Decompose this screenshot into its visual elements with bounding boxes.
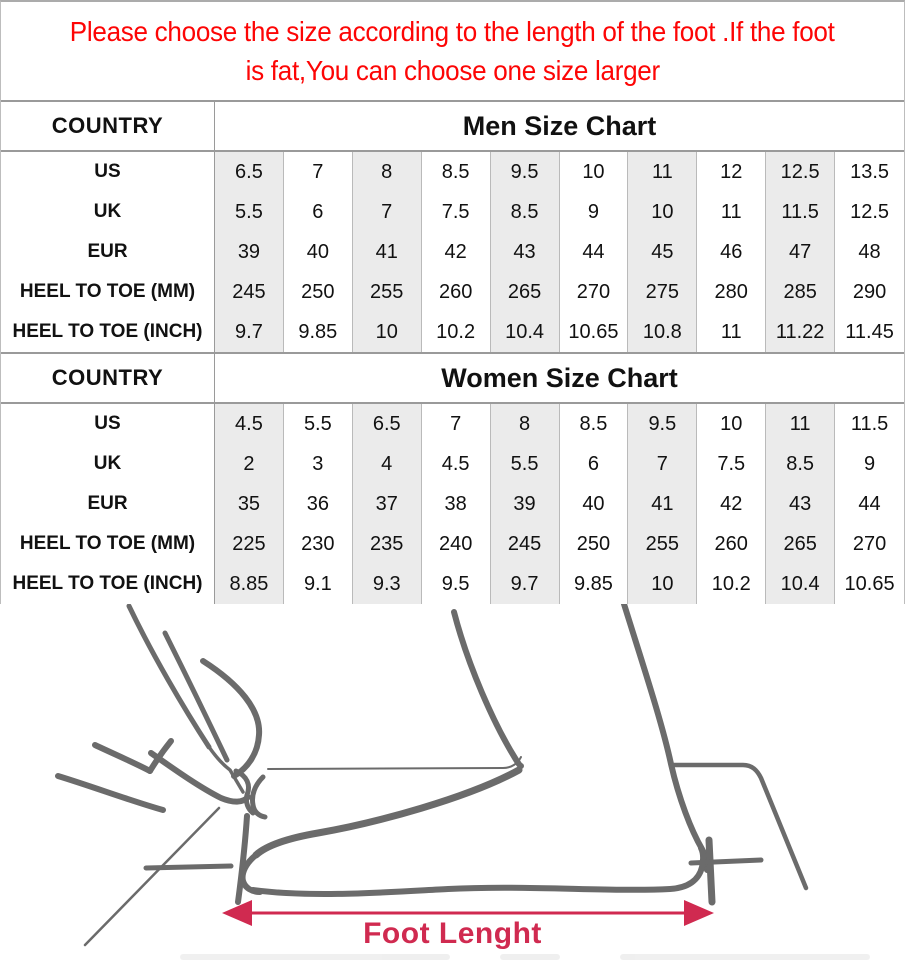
size-cell: 290: [835, 272, 904, 312]
size-cell: 7: [628, 444, 697, 484]
size-cell: 40: [284, 232, 353, 272]
size-cell: 225: [215, 524, 284, 564]
size-cell: 10.2: [697, 564, 766, 604]
size-cell: 11.45: [835, 312, 904, 352]
size-cell: 43: [491, 232, 560, 272]
size-cell: 4.5: [215, 404, 284, 444]
size-cell: 42: [697, 484, 766, 524]
size-cell: 44: [835, 484, 904, 524]
size-cell: 7.5: [422, 192, 491, 232]
size-cell: 45: [628, 232, 697, 272]
foot-measure-diagram: [0, 604, 905, 960]
women-size-table: [1, 352, 904, 606]
size-cell: 2: [215, 444, 284, 484]
size-cell: 10: [628, 192, 697, 232]
women-table-title: Women Size Chart: [215, 354, 904, 404]
size-cell: 36: [284, 484, 353, 524]
row-label: HEEL TO TOE (MM): [1, 272, 215, 312]
size-cell: 250: [284, 272, 353, 312]
size-cell: 12.5: [835, 192, 904, 232]
size-cell: 9.5: [422, 564, 491, 604]
size-cell: 240: [422, 524, 491, 564]
row-label: US: [1, 404, 215, 444]
size-cell: 5.5: [491, 444, 560, 484]
size-cell: 265: [766, 524, 835, 564]
size-cell: 8.85: [215, 564, 284, 604]
size-cell: 44: [560, 232, 629, 272]
size-cell: 260: [697, 524, 766, 564]
size-cell: 270: [560, 272, 629, 312]
size-cell: 270: [835, 524, 904, 564]
size-cell: 8: [353, 152, 422, 192]
size-cell: 11: [697, 312, 766, 352]
size-cell: 11.22: [766, 312, 835, 352]
size-cell: 11: [697, 192, 766, 232]
size-cell: 7.5: [697, 444, 766, 484]
row-label: UK: [1, 444, 215, 484]
size-cell: 7: [284, 152, 353, 192]
size-cell: 275: [628, 272, 697, 312]
row-label: EUR: [1, 232, 215, 272]
size-cell: 285: [766, 272, 835, 312]
row-label: HEEL TO TOE (INCH): [1, 312, 215, 352]
size-cell: 255: [353, 272, 422, 312]
size-cell: 39: [215, 232, 284, 272]
men-table-title: Men Size Chart: [215, 102, 904, 152]
size-cell: 5.5: [284, 404, 353, 444]
size-cell: 255: [628, 524, 697, 564]
size-cell: 9.85: [560, 564, 629, 604]
size-cell: 39: [491, 484, 560, 524]
size-cell: 9.3: [353, 564, 422, 604]
size-cell: 48: [835, 232, 904, 272]
size-cell: 265: [491, 272, 560, 312]
size-cell: 6: [284, 192, 353, 232]
size-cell: 6.5: [215, 152, 284, 192]
size-cell: 10.8: [628, 312, 697, 352]
size-cell: 7: [422, 404, 491, 444]
size-cell: 9.1: [284, 564, 353, 604]
size-cell: 9.85: [284, 312, 353, 352]
row-label: US: [1, 152, 215, 192]
size-cell: 3: [284, 444, 353, 484]
size-cell: 12.5: [766, 152, 835, 192]
foot-length-label: Foot Lenght: [363, 917, 542, 950]
size-cell: 10: [697, 404, 766, 444]
row-label: HEEL TO TOE (MM): [1, 524, 215, 564]
men-size-table: [1, 100, 904, 352]
women-corner-label: COUNTRY: [1, 354, 215, 404]
size-cell: 37: [353, 484, 422, 524]
size-cell: 10: [628, 564, 697, 604]
size-cell: 250: [560, 524, 629, 564]
size-cell: 46: [697, 232, 766, 272]
row-label: HEEL TO TOE (INCH): [1, 564, 215, 604]
size-cell: 10.65: [560, 312, 629, 352]
notice-line-1: Please choose the size according to the length of the foot .If the foot: [70, 16, 835, 47]
size-cell: 42: [422, 232, 491, 272]
size-cell: 12: [697, 152, 766, 192]
size-cell: 7: [353, 192, 422, 232]
size-cell: 10.65: [835, 564, 904, 604]
cropped-strip: [180, 954, 870, 960]
size-cell: 8: [491, 404, 560, 444]
size-notice: [1, 2, 904, 100]
size-cell: 11.5: [835, 404, 904, 444]
size-cell: 11: [628, 152, 697, 192]
size-cell: 43: [766, 484, 835, 524]
size-cell: 9.7: [215, 312, 284, 352]
size-cell: 8.5: [560, 404, 629, 444]
size-cell: 4: [353, 444, 422, 484]
size-cell: 9: [835, 444, 904, 484]
size-cell: 4.5: [422, 444, 491, 484]
size-cell: 10: [353, 312, 422, 352]
size-cell: 245: [215, 272, 284, 312]
size-cell: 6: [560, 444, 629, 484]
size-cell: 35: [215, 484, 284, 524]
size-cell: 11.5: [766, 192, 835, 232]
foot-sketch-lines: [58, 604, 806, 945]
size-cell: 10.4: [766, 564, 835, 604]
size-cell: 9.7: [491, 564, 560, 604]
size-cell: 11: [766, 404, 835, 444]
size-cell: 9.5: [628, 404, 697, 444]
size-cell: 8.5: [422, 152, 491, 192]
size-cell: 10: [560, 152, 629, 192]
size-cell: 230: [284, 524, 353, 564]
row-label: EUR: [1, 484, 215, 524]
size-cell: 10.2: [422, 312, 491, 352]
size-cell: 280: [697, 272, 766, 312]
size-cell: 10.4: [491, 312, 560, 352]
size-cell: 235: [353, 524, 422, 564]
size-cell: 47: [766, 232, 835, 272]
notice-line-2: is fat,You can choose one size larger: [245, 55, 660, 86]
size-cell: 9: [560, 192, 629, 232]
size-cell: 8.5: [491, 192, 560, 232]
size-cell: 41: [353, 232, 422, 272]
size-cell: 38: [422, 484, 491, 524]
size-cell: 9.5: [491, 152, 560, 192]
size-cell: 260: [422, 272, 491, 312]
size-cell: 40: [560, 484, 629, 524]
size-cell: 5.5: [215, 192, 284, 232]
men-corner-label: COUNTRY: [1, 102, 215, 152]
size-cell: 8.5: [766, 444, 835, 484]
size-cell: 41: [628, 484, 697, 524]
size-cell: 13.5: [835, 152, 904, 192]
foot-measure-sketch: [0, 604, 905, 960]
size-cell: 6.5: [353, 404, 422, 444]
row-label: UK: [1, 192, 215, 232]
size-cell: 245: [491, 524, 560, 564]
